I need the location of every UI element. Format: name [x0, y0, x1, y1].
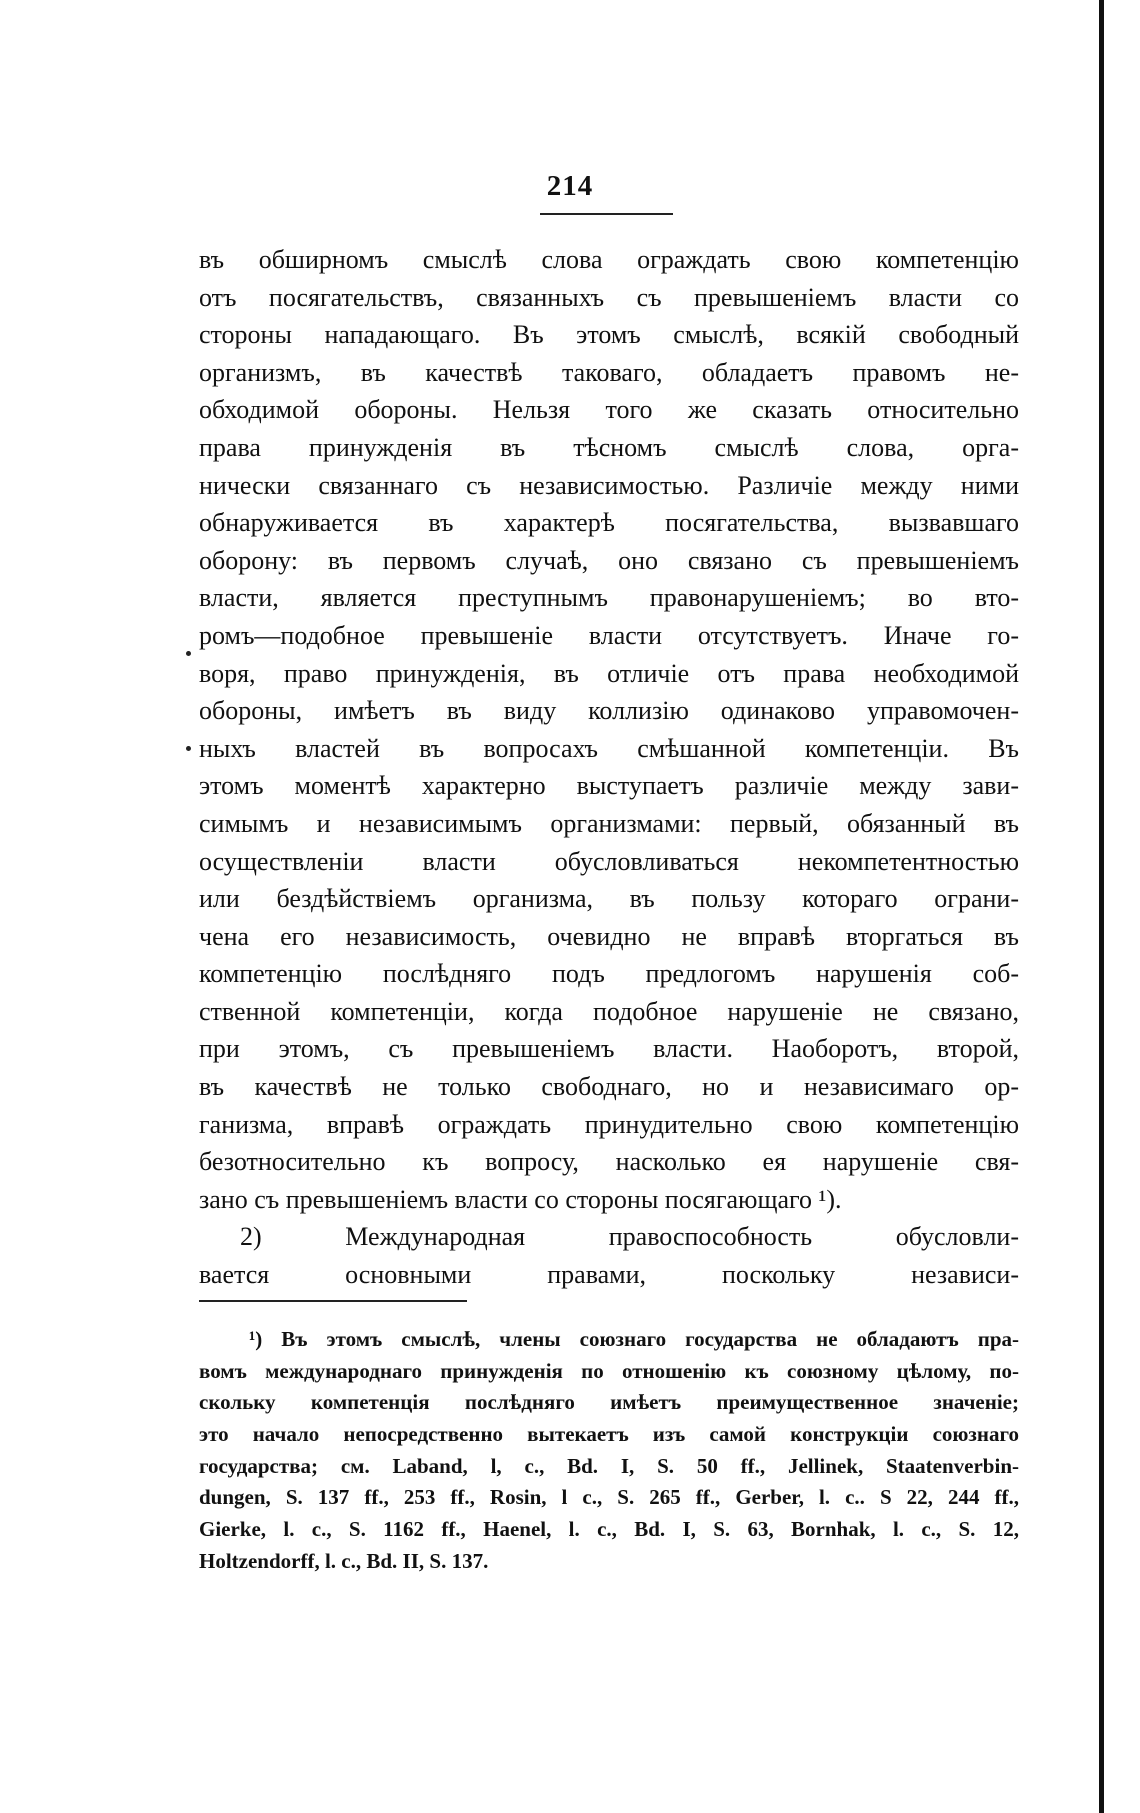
body-line: осуществленіи власти обусловливаться некомпетентностью [199, 846, 1019, 876]
page-number-rule [540, 213, 673, 215]
body-line: ственной компетенціи, когда подобное нарушеніе не связано, [199, 996, 1019, 1026]
margin-mark [186, 746, 191, 751]
footnotes [199, 1324, 1019, 1578]
body-line: организмъ, въ качествѣ таковаго, обладаетъ правомъ не- [199, 357, 1019, 387]
body-line: 2) Международная правоспособность обусловли- [240, 1222, 1019, 1252]
body-line: обходимой обороны. Нельзя того же сказать относительно [199, 395, 1019, 425]
body-line: этомъ моментѣ характерно выступаетъ различіе между зави- [199, 771, 1019, 801]
body-line: при этомъ, съ превышеніемъ власти. Наоборотъ, второй, [199, 1034, 1019, 1064]
body-line: вается основными правами, поскольку независи- [199, 1260, 1019, 1290]
footnote-line: Gierke, l. с., S. 1162 ff., Haenel, l. с., Bd. I, S. 63, Bornhak, l. с., S. 12, [199, 1517, 1019, 1542]
body-line: отъ посягательствъ, связанныхъ съ превышеніемъ власти со [199, 282, 1019, 312]
body-line: ромъ—подобное превышеніе власти отсутствуетъ. Иначе го- [199, 620, 1019, 650]
footnote-line: вомъ международнаго принужденія по отношенію къ союзному цѣлому, по- [199, 1358, 1019, 1383]
margin-mark [186, 651, 191, 656]
body-line: нически связаннаго съ независимостью. Различіе между ними [199, 470, 1019, 500]
body-line: чена его независимость, очевидно не вправѣ вторгаться въ [199, 921, 1019, 951]
footnote-line: государства; см. Laband, l, с., Bd. I, S. 50 ff., Jellinek, Staatenverbin- [199, 1453, 1019, 1478]
footnote-line: скольку компетенція послѣдняго имѣетъ преимущественное значеніе; [199, 1390, 1019, 1415]
footnote-line: dungen, S. 137 ff., 253 ff., Rosin, l с., S. 265 ff., Gerber, l. с.. S 22, 244 ff., [199, 1485, 1019, 1510]
page-number: 214 [546, 170, 594, 202]
body-line: права принужденія въ тѣсномъ смыслѣ слова, орга- [199, 432, 1019, 462]
footnote-separator [199, 1300, 467, 1302]
body-line: или бездѣйствіемъ организма, въ пользу котораго ограни- [199, 884, 1019, 914]
footnote-line: это начало непосредственно вытекаетъ изъ самой конструкціи союзнаго [199, 1422, 1019, 1447]
body-line: оборону: въ первомъ случаѣ, оно связано съ превышеніемъ [199, 545, 1019, 575]
body-line: обнаруживается въ характерѣ посягательства, вызвавшаго [199, 508, 1019, 538]
footnote-line: Holtzendorff, l. с., Bd. II, S. 137. [199, 1548, 489, 1573]
body-line: ганизма, вправѣ ограждать принудительно свою компетенцію [199, 1109, 1019, 1139]
body-line: въ качествѣ не только свободнаго, но и независимаго ор- [199, 1072, 1019, 1102]
body-line: обороны, имѣетъ въ виду коллизію одинаково управомочен- [199, 696, 1019, 726]
body-line: стороны нападающаго. Въ этомъ смыслѣ, всякій свободный [199, 320, 1019, 350]
body-line: воря, право принужденія, въ отличіе отъ права необходимой [199, 658, 1019, 688]
body-text [199, 241, 1019, 1294]
body-line: симымъ и независимымъ организмами: первый, обязанный въ [199, 808, 1019, 838]
body-line: власти, является преступнымъ правонарушеніемъ; во вто- [199, 583, 1019, 613]
body-line: зано съ превышеніемъ власти со стороны посягающаго ¹). [199, 1184, 842, 1214]
body-line: компетенцію послѣдняго подъ предлогомъ нарушенія соб- [199, 959, 1019, 989]
body-line: въ обширномъ смыслѣ слова ограждать свою компетенцію [199, 245, 1019, 274]
footnote-line: ¹) Въ этомъ смыслѣ, члены союзнаго государства не обладаютъ пра- [249, 1327, 1019, 1351]
scan-edge-shadow [1099, 0, 1104, 1813]
body-line: безотносительно къ вопросу, насколько ея нарушеніе свя- [199, 1147, 1019, 1177]
body-line: ныхъ властей въ вопросахъ смѣшанной компетенціи. Въ [199, 733, 1019, 763]
